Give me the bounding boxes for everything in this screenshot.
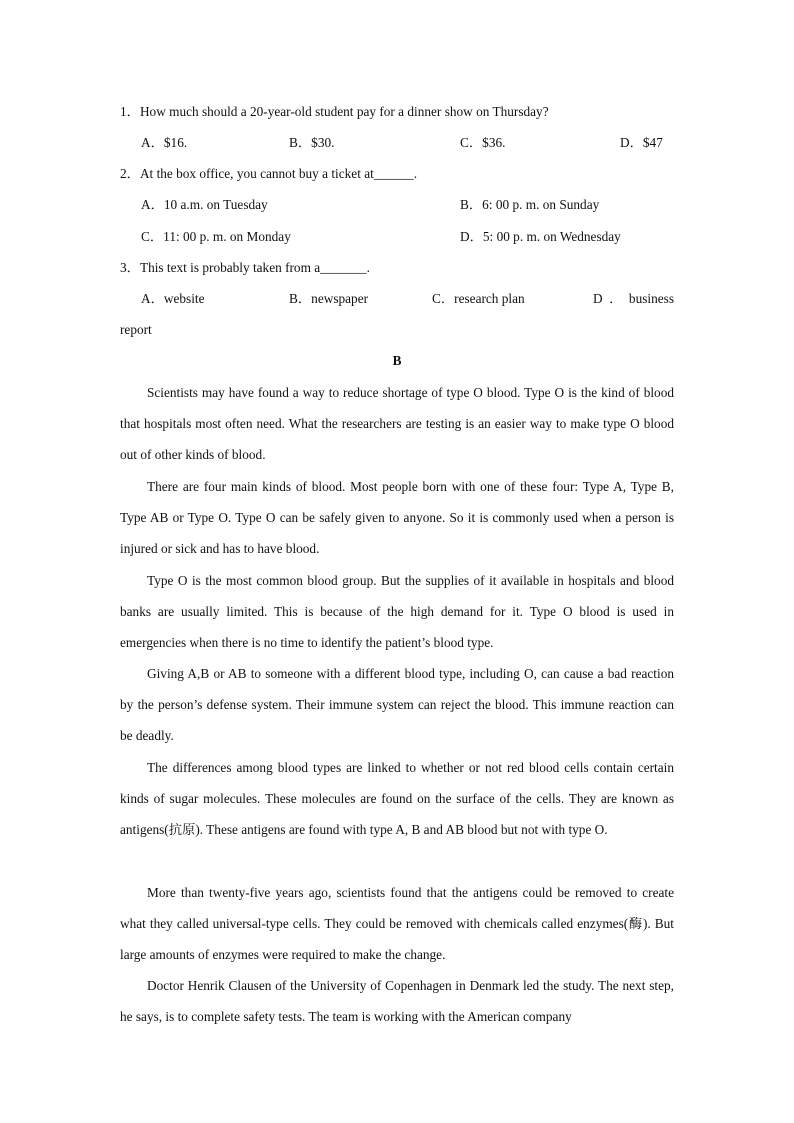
passage-paragraph-1: Scientists may have found a way to reduce shortage of type O blood. Type O is the kind of blood that hospitals most often need. What the researchers are testing is an easier way to make type O blood out of other kinds of blood. bbox=[120, 385, 674, 463]
question-2-option-b: B．6: 00 p. m. on Sunday bbox=[460, 197, 600, 212]
question-2-stem: 2．At the box office, you cannot buy a ticket at______. bbox=[120, 166, 418, 181]
passage-paragraph-5: The differences among blood types are linked to whether or not red blood cells contain certain kinds of sugar molecules. These molecules are found on the surface of the cells. They are known as antigens(抗原). These antigens are found with type A, B and AB blood but not with type O. bbox=[120, 760, 674, 838]
question-1-stem: 1．How much should a 20-year-old student pay for a dinner show on Thursday? bbox=[120, 104, 549, 119]
question-3-option-a: A．website bbox=[141, 291, 205, 306]
passage-paragraph-7: Doctor Henrik Clausen of the University of Copenhagen in Denmark led the study. The next step, he says, is to complete safety tests. The team is working with the American company bbox=[120, 978, 674, 1025]
passage-paragraph-6: More than twenty-five years ago, scientists found that the antigens could be removed to create what they called universal-type cells. They could be removed with chemicals called enzymes(酶). But large amounts of enzymes were required to make the change. bbox=[120, 885, 674, 963]
question-1-option-d: D．$47 bbox=[620, 135, 663, 150]
question-3-option-c: C．research plan bbox=[432, 291, 525, 306]
question-3-stem: 3．This text is probably taken from a_______. bbox=[120, 260, 371, 275]
question-3-option-d-wrap: report bbox=[120, 322, 152, 337]
section-title: B bbox=[392, 353, 402, 368]
question-2-option-d: D．5: 00 p. m. on Wednesday bbox=[460, 229, 621, 244]
passage-paragraph-3: Type O is the most common blood group. But the supplies of it available in hospitals and blood banks are usually limited. This is because of the high demand for it. Type O blood is used in emergencies when there is no time to identify the patient’s blood type. bbox=[120, 573, 674, 651]
question-1-option-a: A．$16. bbox=[141, 135, 188, 150]
passage-paragraph-2: There are four main kinds of blood. Most people born with one of these four: Type A, Type B, Type AB or Type O. Type O can be safely given to anyone. So it is commonly used when a person is injured or sick and has to have blood. bbox=[120, 479, 674, 557]
question-3-option-b: B．newspaper bbox=[289, 291, 369, 306]
question-3-option-d: D．business bbox=[593, 291, 674, 306]
question-1-option-b: B．$30. bbox=[289, 135, 335, 150]
question-2-option-a: A．10 a.m. on Tuesday bbox=[141, 197, 268, 212]
passage-paragraph-4: Giving A,B or AB to someone with a different blood type, including O, can cause a bad reaction by the person’s defense system. Their immune system can reject the blood. This immune reaction can be deadly. bbox=[120, 666, 674, 744]
question-2-option-c: C．11: 00 p. m. on Monday bbox=[141, 229, 291, 244]
question-1-option-c: C．$36. bbox=[460, 135, 506, 150]
